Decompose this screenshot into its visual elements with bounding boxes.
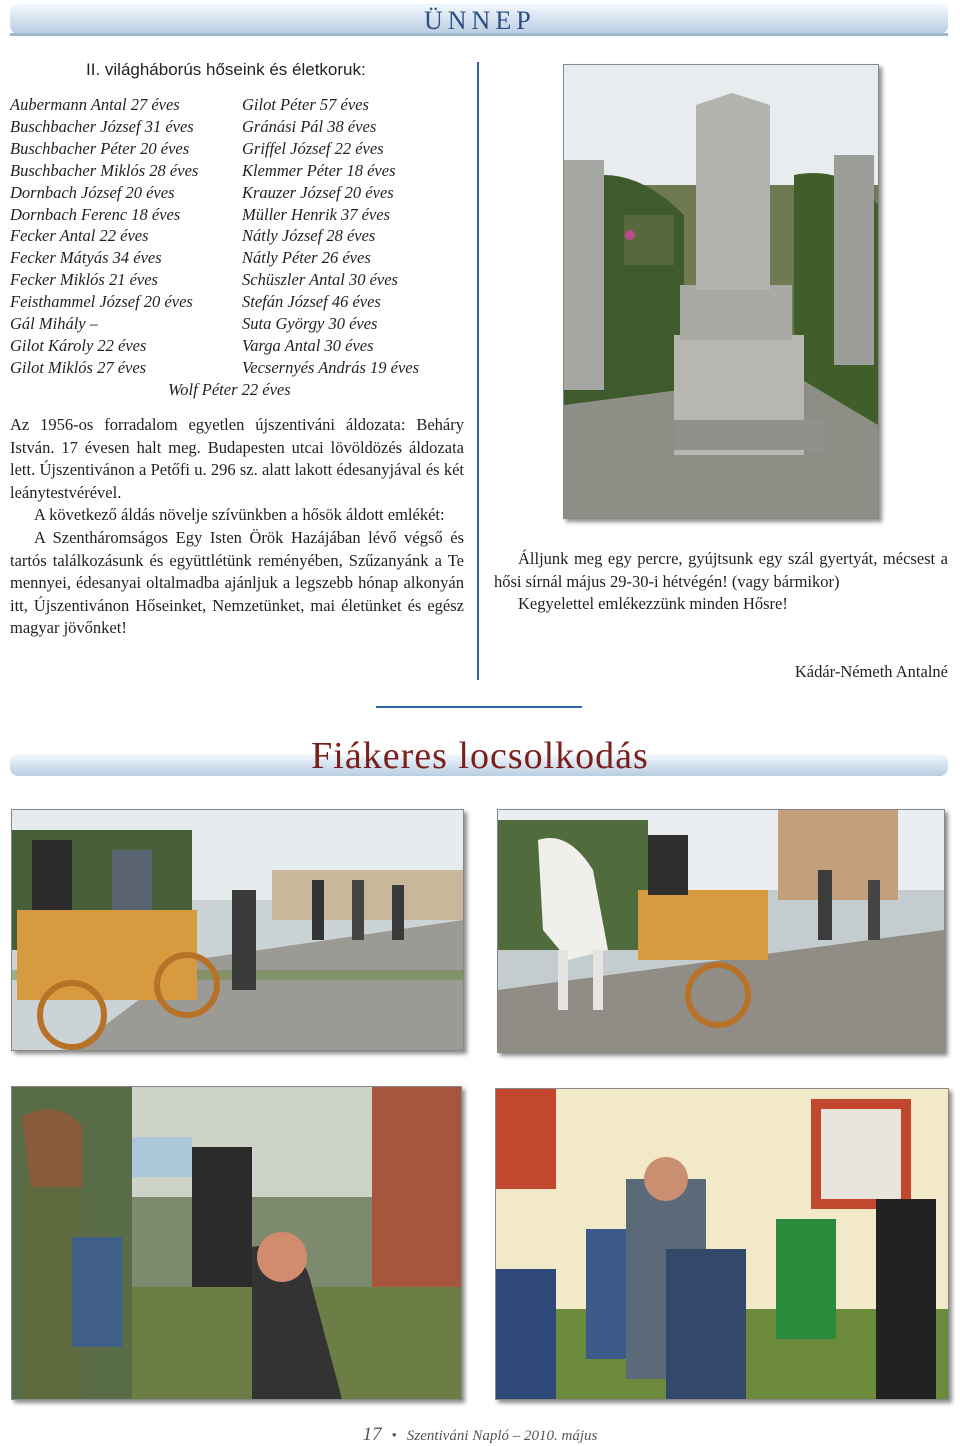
remember-paragraph: Kegyelettel emlékezzünk minden Hősre!	[518, 594, 788, 614]
page-number: 17	[362, 1424, 382, 1445]
hero-name: Dornbach József 20 éves	[10, 182, 175, 202]
hero-name: Vecsernyés András 19 éves	[242, 357, 420, 377]
article-paragraph-3: A Szentháromságos Egy Isten Örök Hazájában lévő végső és tartós találkozásunk és együttlétünk reményében, Szűzanyánk a Te mennyei, édesanyai oltalmadba ajánljuk a legszebb hónap alkonyán itt, Újszentivánon Hőseinket, Nemzetünket, mai életünket és egész magyar jövőnket!	[10, 527, 464, 638]
hero-name: Schüszler Antal 30 éves	[242, 270, 398, 290]
monument-photo	[563, 64, 879, 519]
carriage-photo-1	[11, 809, 464, 1051]
hero-name: Müller Henrik 37 éves	[242, 204, 390, 224]
hero-name: Fecker Mátyás 34 éves	[10, 248, 162, 268]
carriage-photo-2	[497, 809, 945, 1053]
hero-name: Fecker Miklós 21 éves	[10, 270, 158, 290]
column-divider	[477, 62, 479, 680]
hero-name: Nátly József 28 éves	[242, 226, 376, 246]
hero-name: Buschbacher Miklós 28 éves	[10, 160, 199, 180]
author-signature: Kádár-Németh Antalné	[794, 662, 948, 681]
candle-paragraph: Álljunk meg egy percre, gyújtsunk egy szál gyertyát, mécsest a hősi sírnál május 29-30-i hétvégén! (vagy bármikor)	[494, 549, 948, 591]
hero-name: Krauzer József 20 éves	[242, 182, 394, 202]
section-title: ÜNNEP	[424, 6, 536, 35]
heroes-list-right	[242, 94, 419, 379]
article-paragraph-2: A következő áldás növelje szívünkben a hősök áldott emlékét:	[34, 505, 445, 525]
hero-name: Gál Mihály –	[10, 314, 98, 334]
hero-name: Buschbacher Péter 20 éves	[10, 138, 190, 158]
hero-name: Gilot Péter 57 éves	[242, 95, 369, 114]
hero-name: Stefán József 46 éves	[242, 292, 381, 312]
hero-name: Suta György 30 éves	[242, 314, 378, 334]
article-body	[10, 414, 464, 640]
publication-name: Szentiváni Napló – 2010. május	[406, 1428, 598, 1444]
hero-name: Gilot Miklós 27 éves	[10, 357, 147, 377]
right-column-text	[494, 548, 948, 616]
page-footer	[0, 1424, 960, 1446]
hero-name: Aubermann Antal 27 éves	[10, 95, 180, 114]
splashing-photo-2	[495, 1088, 949, 1400]
article-paragraph-1: Az 1956-os forradalom egyetlen újszentiváni áldozata: Beháry István. 17 évesen halt meg. Budapesten utcai lövöldözés áldozata lett. Újszentivánon a Petőfi u. 296 sz. alatt lakott édesanyjával és két leánytestvérével.	[10, 415, 464, 502]
hero-name: Fecker Antal 22 éves	[10, 226, 149, 246]
heroes-list-left	[10, 94, 198, 379]
heroes-heading: II. világháborús hőseink és életkoruk:	[86, 60, 366, 79]
bullet-icon: •	[391, 1428, 397, 1444]
hero-name: Feisthammel József 20 éves	[10, 292, 193, 312]
hero-name: Varga Antal 30 éves	[242, 335, 374, 355]
hero-name: Nátly Péter 26 éves	[242, 248, 371, 268]
hero-name: Dornbach Ferenc 18 éves	[10, 204, 181, 224]
article-title: Fiákeres locsolkodás	[311, 735, 649, 777]
hero-name: Buschbacher József 31 éves	[10, 116, 194, 136]
hero-name: Gránási Pál 38 éves	[242, 116, 377, 136]
heroes-list-last	[168, 379, 291, 401]
hero-name: Gilot Károly 22 éves	[10, 335, 147, 355]
hero-name: Griffel József 22 éves	[242, 138, 384, 158]
hero-name: Wolf Péter 22 éves	[168, 380, 291, 399]
splashing-photo-1	[11, 1086, 462, 1400]
hero-name: Klemmer Péter 18 éves	[242, 160, 396, 180]
section-separator	[376, 706, 582, 708]
